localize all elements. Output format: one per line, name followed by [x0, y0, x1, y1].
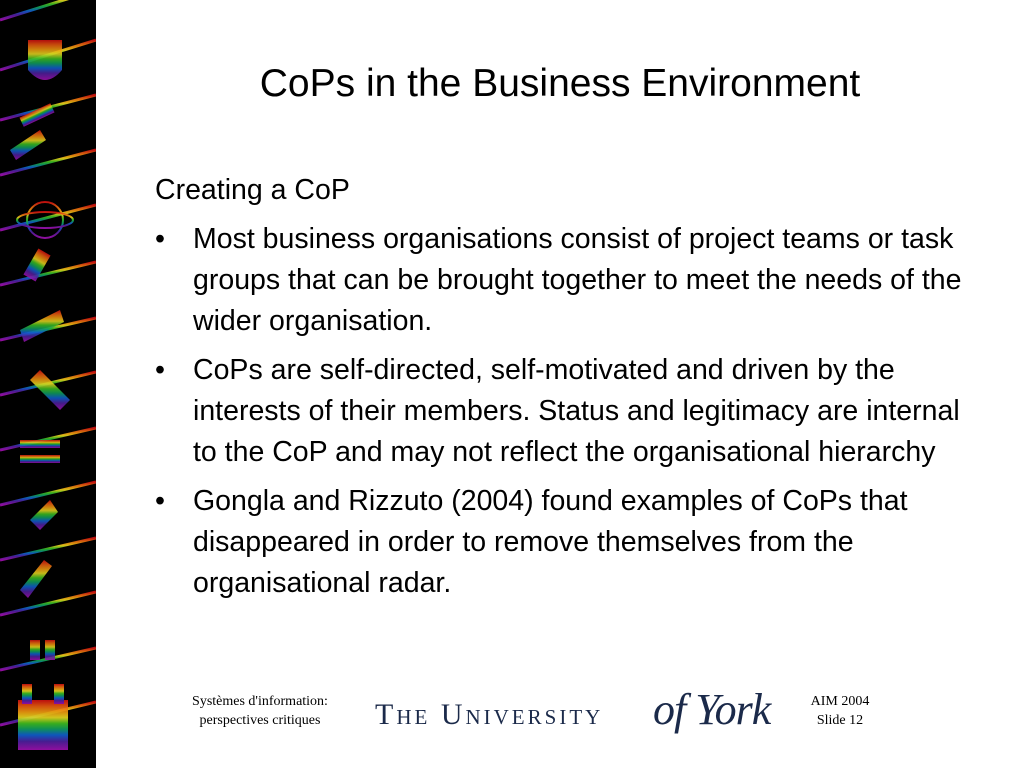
footer-slide-info	[790, 692, 890, 730]
bullet-text: Gongla and Rizzuto (2004) found examples of CoPs that disappeared in order to remove themselves from the organisational radar.	[193, 485, 908, 599]
university-crest-icon	[28, 40, 62, 80]
rainbow-sidebar	[0, 0, 96, 768]
bullet-item	[155, 481, 975, 604]
bullet-item	[155, 219, 975, 342]
bullet-item	[155, 350, 975, 473]
rainbow-sidebar-art	[0, 0, 96, 768]
bullet-symbol: •	[155, 223, 165, 255]
bullet-text: CoPs are self-directed, self-motivated and driven by the interests of their members. Status and legitimacy are internal to the CoP and may not reflect the organisational hierarchy	[193, 354, 960, 468]
logo-wordmark: The University	[375, 698, 604, 731]
bullet-symbol: •	[155, 354, 165, 386]
globe-icon	[27, 202, 63, 238]
slide-number: Slide 12	[816, 713, 864, 728]
cathedral-icon	[18, 684, 68, 750]
footer-course-line2: perspectives critiques	[199, 713, 321, 728]
bullet-symbol: •	[155, 485, 165, 517]
bullet-text: Most business organisations consist of project teams or task groups that can be brought together to meet the needs of the wider organisation.	[193, 223, 962, 337]
footer-event: AIM 2004	[810, 694, 870, 709]
logo-script: of York	[653, 685, 771, 734]
university-logo	[375, 685, 785, 748]
footer-course-line1: Systèmes d'information:	[192, 694, 328, 709]
slide-title: CoPs in the Business Environment	[259, 62, 861, 105]
footer-course-title	[160, 692, 360, 730]
slide-body	[155, 170, 975, 612]
slide-subheading: Creating a CoP	[155, 174, 350, 206]
